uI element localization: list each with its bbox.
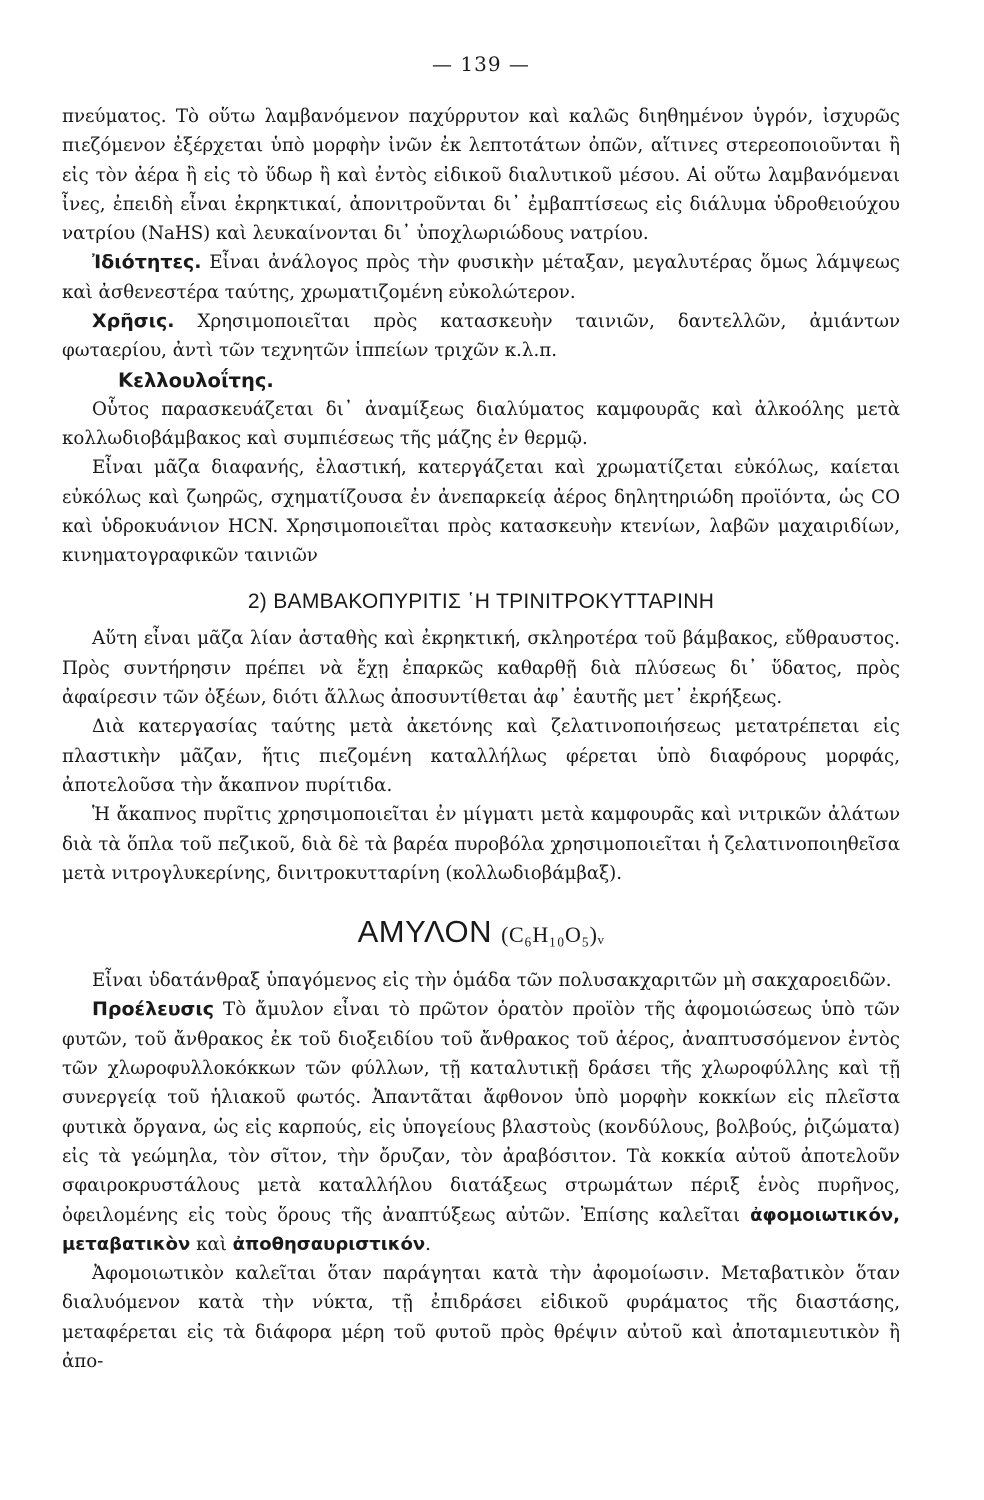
paragraph-use (62, 307, 900, 366)
celluloid-heading: Κελλουλοΐτης. (118, 368, 274, 392)
paragraph-properties (62, 248, 900, 307)
term-storage: ἀποθησαυριστικόν (232, 1233, 426, 1255)
origin-and: καὶ (190, 1233, 233, 1255)
starch-formula: (C₆H₁₀O₅)ᵥ (501, 922, 605, 948)
label-properties: Ἰδιότητες. (92, 251, 202, 274)
label-origin: Προέλευσις (92, 998, 215, 1021)
paragraph-starch-intro: Εἶναι ὑδατάνθραξ ὑπαγόμενος εἰς τὴν ὁμάδα τῶν πολυσακχαριτῶν μὴ σακχαροειδῶν. (92, 970, 892, 992)
paragraph-celluloid-props: Εἶναι μᾶζα διαφανής, ἐλαστική, κατεργάζεται καὶ χρωματίζεται εὐκόλως, καίεται εὐκόλως καὶ ζωηρῶς, σχηματίζουσα ἐν ἀνεπαρκείᾳ ἀέρος δηλητηριώδη προϊόντα, ὡς CO καὶ ὑδροκυάνιον HCN. Χρησιμοποιεῖται πρὸς κατασκευὴν κτενίων, λαβῶν μαχαιριδίων, κινηματογραφικῶν ταινιῶν (62, 457, 900, 567)
paragraph-starch-types: Ἀφομοιωτικὸν καλεῖται ὅταν παράγηται κατὰ τὴν ἀφομοίωσιν. Μεταβατικὸν ὅταν διαλυόμενον κατὰ τὴν νύκτα, τῇ ἐπιδράσει εἰδικοῦ φυράματος τῆς διαστάσης, μεταφέρεται εἰς τὰ διάφορα μέρη τοῦ φυτοῦ πρὸς θρέψιν αὐτοῦ καὶ ἀποταμιευτικὸν ἢ ἀπο- (62, 1263, 900, 1372)
use-text: Χρησιμοποιεῖται πρὸς κατασκευὴν ταινιῶν, δαντελλῶν, ἀμιάντων φωταερίου, ἀντὶ τῶν τεχνητῶν ἱππείων τριχῶν κ.λ.π. (62, 311, 900, 362)
page-number: — 139 — (432, 52, 530, 76)
paragraph-guncotton-processing: Διὰ κατεργασίας ταύτης μετὰ ἀκετόνης καὶ ζελατινοποιήσεως μετατρέπεται εἰς πλαστικὴν μᾶζαν, ἥτις πιεζομένη καταλλήλως φέρεται ὑπὸ διαφόρους μορφάς, ἀποτελοῦσα τὴν ἄκαπνον πυρίτιδα. (62, 716, 900, 796)
origin-end: . (425, 1233, 431, 1255)
properties-text: Εἶναι ἀνάλογος πρὸς τὴν φυσικὴν μέταξαν, μεγαλυτέρας ὅμως λάμψεως καὶ ἀσθενεστέρα ταύτης, χρωματιζομένη εὐκολώτερον. (62, 252, 900, 303)
paragraph-smokeless-powder: Ἡ ἄκαπνος πυρῖτις χρησιμοποιεῖται ἐν μίγματι μετὰ καμφουρᾶς καὶ νιτρικῶν ἀλάτων διὰ τὰ ὅπλα τοῦ πεζικοῦ, διὰ δὲ τὰ βαρέα πυροβόλα χρησιμοποιεῖται ἡ ζελατινοποιηθεῖσα μετὰ νιτρογλυκερίνης, δινιτροκυτταρίνη (κολλωδιοβάμβαξ). (62, 804, 900, 884)
label-use: Χρῆσις. (92, 310, 175, 333)
paragraph-fiber-process: πνεύματος. Τὸ οὕτω λαμβανόμενον παχύρρυτον καὶ καλῶς διηθημένον ὑγρόν, ἰσχυρῶς πιεζόμενον ἐξέρχεται ὑπὸ μορφὴν ἰνῶν ἐκ λεπτοτάτων ὀπῶν, αἵτινες στερεοποιοῦνται ἢ εἰς τὸν ἀέρα ἢ εἰς τὸ ὕδωρ ἢ καὶ ἐντὸς εἰδικοῦ διαλυτικοῦ μέσου. Αἱ οὕτω λαμβανόμεναι ἶνες, ἐπειδὴ εἶναι ἐκρηκτικαί, ἀπονιτροῦνται δι᾽ ἐμβαπτίσεως εἰς διάλυμα ὑδροθειούχου νατρίου (NaHS) καὶ λευκαίνονται δι᾽ ὑποχλωριώδους νατρίου. (62, 106, 900, 245)
starch-title: ΑΜΥΛΟΝ (357, 914, 493, 950)
paragraph-guncotton-props: Αὕτη εἶναι μᾶζα λίαν ἀσταθὴς καὶ ἐκρηκτική, σκληροτέρα τοῦ βάμβακος, εὔθραυστος. Πρὸς συντήρησιν πρέπει νὰ ἔχῃ ἐπαρκῶς καθαρθῇ διὰ πλύσεως δι᾽ ὕδατος, πρὸς ἀφαίρεσιν τῶν ὀξέων, διότι ἄλλως ἀποσυντίθεται ἀφ᾽ ἑαυτῆς μετ᾽ ἐκρήξεως. (62, 628, 900, 709)
origin-text: Τὸ ἄμυλον εἶναι τὸ πρῶτον ὁρατὸν προϊὸν τῆς ἀφομοιώσεως ὑπὸ τῶν φυτῶν, τοῦ ἄνθρακος ἐκ τοῦ διοξειδίου τοῦ ἄνθρακος τοῦ ἀέρος, ἀναπτυσσόμενον ἐντὸς τῶν χλωροφυλλοκόκκων τῶν φύλλων, τῇ καταλυτικῇ δράσει τῆς χλωροφύλλης καὶ τῇ συνεργείᾳ τοῦ ἡλιακοῦ φωτός. Ἀπαντᾶται ἄφθονον ὑπὸ μορφὴν κοκκίων εἰς πλεῖστα φυτικὰ ὄργανα, ὡς εἰς καρπούς, εἰς ὑπογείους βλαστοὺς (κονδύλους, βολβούς, ῥιζώματα) εἰς τὰ γεώμηλα, τὸν σῖτον, τὴν ὄρυζαν, τὸν ἀραβόσιτον. Τὰ κοκκία αὐτοῦ ἀποτελοῦν σφαιροκρυστάλους μετὰ καταλλήλου διατάξεως στρωμάτων πέριξ ἑνὸς πυρῆνος, ὀφειλομένης εἰς τοὺς ὅρους τῆς ἀναπτύξεως αὐτῶν. Ἐπίσης καλεῖται (62, 999, 900, 1226)
document-page (62, 52, 900, 1472)
term-assimilative: ἀφομοιωτικόν, μεταβατικὸν (62, 1204, 900, 1255)
starch-heading (62, 914, 900, 950)
section-2-heading: 2) ΒΑΜΒΑΚΟΠΥΡΙΤΙΣ ῾Η ΤΡΙΝΙΤΡΟΚΥΤΤΑΡΙΝΗ (247, 590, 715, 614)
paragraph-celluloid-prep: Οὗτος παρασκευάζεται δι᾽ ἀναμίξεως διαλύματος καμφουρᾶς καὶ ἀλκοόλης μετὰ κολλωδιοβάμβακος καὶ συμπιέσεως τῆς μάζης ἐν θερμῷ. (62, 398, 900, 449)
paragraph-starch-origin (62, 995, 900, 1259)
